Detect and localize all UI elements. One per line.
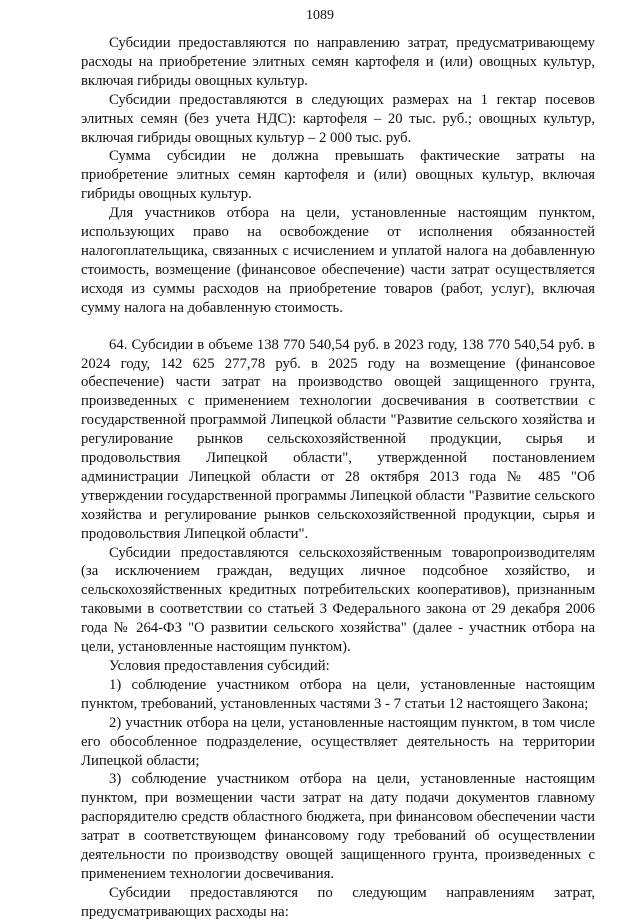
paragraph-recipients: Субсидии предоставляются сельскохозяйственным товаропроизводителям (за исключением граждан, ведущих личное подсобное хозяйство, и сельскохозяйственных кредитных потребительских кооперативов), признанным таковыми в соответствии со статьей 3 Федерального закона от 29 декабря 2006 года № 264-ФЗ "О развитии сельского хозяйства" (далее - участник отбора на цели, установленные настоящим пунктом).	[81, 544, 595, 656]
paragraph-expense-directions: Субсидии предоставляются по следующим направлениям затрат, предусматривающих расходы на:	[81, 884, 595, 920]
paragraph-subsidy-amounts: Субсидии предоставляются в следующих размерах на 1 гектар посевов элитных семян (без учета НДС): картофеля – 20 тыс. руб.; овощных культур, включая гибриды овощных культур – 2 000 тыс. руб.	[81, 91, 595, 146]
paragraph-subsidy-limit: Сумма субсидии не должна превышать фактические затраты на приобретение элитных семян картофеля и (или) овощных культур, включая гибриды овощных культур.	[81, 148, 595, 203]
paragraph-subsidy-direction: Субсидии предоставляются по направлению затрат, предусматривающему расходы на приобретение элитных семян картофеля и (или) овощных культур, включая гибриды овощных культур.	[81, 35, 595, 89]
section-gap	[81, 318, 595, 336]
paragraph-condition-3: 3) соблюдение участником отбора на цели, установленные настоящим пунктом, при возмещении части затрат на дату подачи документов главному распорядителю средств областного бюджета, при финансовом обеспечении части затрат в соответствующем финансовому году требований об осуществлении деятельности по производству овощей защищенного грунта, произведенных с применением технологии досвечивания.	[81, 771, 595, 882]
page-number: 1089	[306, 8, 334, 23]
paragraph-item-64: 64. Субсидии в объеме 138 770 540,54 руб. в 2023 году, 138 770 540,54 руб. в 2024 году, 142 625 277,78 руб. в 2025 году на возмещение (финансовое обеспечение) части затрат на производство овощей защищенного грунта, произведенных с применением технологии досвечивания в соответствии с государственной программой Липецкой области "Развитие сельского хозяйства и регулирование рынков сельскохозяйственной продукции, сырья и продовольствия Липецкой области", утвержденной постановлением администрации Липецкой области от 28 октября 2013 года № 485 "Об утверждении государственной программы Липецкой области "Развитие сельского хозяйства и регулирование рынков сельскохозяйственной продукции, сырья и продовольствия Липецкой области".	[81, 336, 595, 542]
paragraph-conditions-heading: Условия предоставления субсидий:	[109, 658, 330, 674]
document-body	[81, 34, 595, 922]
paragraph-condition-1: 1) соблюдение участником отбора на цели, установленные настоящим пунктом, требований, установленных частями 3 - 7 статьи 12 настоящего Закона;	[81, 676, 595, 712]
paragraph-vat-exemption: Для участников отбора на цели, установленные настоящим пунктом, использующих право на освобождение от исполнения обязанностей налогоплательщика, связанных с исчислением и уплатой налога на добавленную стоимость, возмещение (финансовое обеспечение) части затрат осуществляется исходя из суммы расходов на приобретение товаров (работ, услуг), включая сумму налога на добавленную стоимость.	[81, 205, 595, 316]
paragraph-condition-2: 2) участник отбора на цели, установленные настоящим пунктом, в том числе его обособленное подразделение, осуществляет деятельность на территории Липецкой области;	[81, 714, 595, 769]
